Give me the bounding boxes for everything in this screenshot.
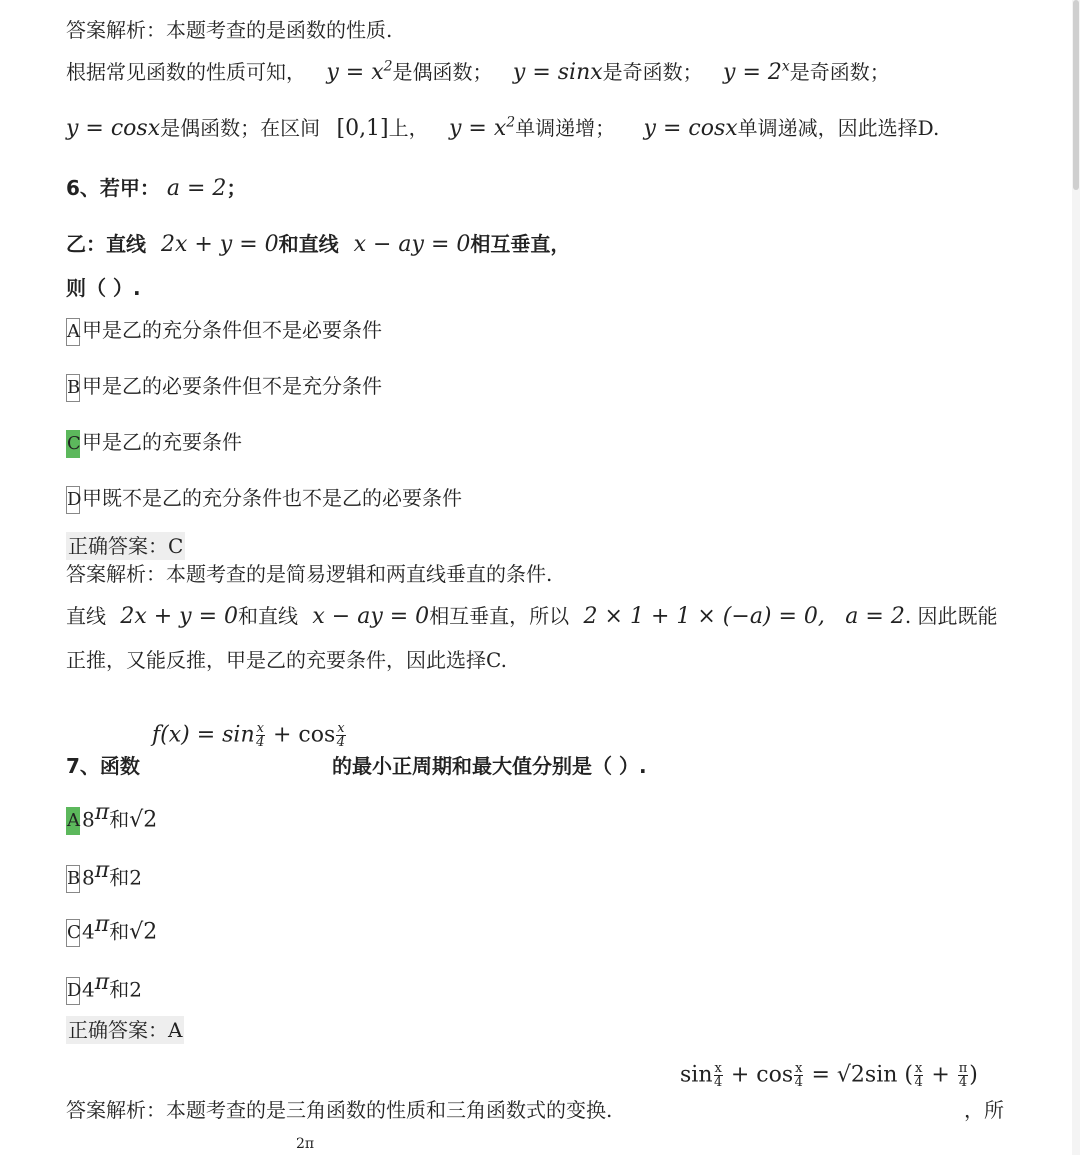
q7-identity: sin $\frac{x}{4}$ + cos $\frac{x}{4}$ = √2sin ( $\frac{x}{4}$ + $\frac{\pi}{4}$ ) <box>680 1061 978 1090</box>
eq-x2: $y = x^2$ <box>326 58 393 85</box>
interval: [0,1] <box>336 116 389 141</box>
eq-cosx: y = cosx <box>66 116 161 141</box>
q7-analysis: 答案解析：本题考查的是三角函数的性质和三角函数式的变换. <box>66 1098 613 1122</box>
q7-tail: 的最小正周期和最大值分别是（ ）. <box>332 754 647 778</box>
q5-inc: 单调递增； <box>515 116 616 140</box>
q7-option-d[interactable]: $D4^\pi$和2 <box>66 970 142 1005</box>
q7-option-c[interactable]: $C4^\pi$和√2 <box>66 912 157 947</box>
q7-suo: ，所 <box>964 1098 1004 1122</box>
q5-dec: 单调递减，因此选择D. <box>737 116 940 140</box>
q6-option-b[interactable]: B甲是乙的必要条件但不是充分条件 <box>66 370 382 402</box>
q6-line1: 2x + y = 0 <box>160 232 279 257</box>
q6-line2: x − ay = 0 <box>353 232 471 257</box>
q5-on: 上， <box>388 116 429 140</box>
option-checkbox-selected[interactable]: C <box>66 430 80 458</box>
scrollbar-thumb[interactable] <box>1073 0 1079 190</box>
option-checkbox[interactable]: D <box>66 977 80 1005</box>
option-checkbox-selected[interactable]: A <box>66 807 80 835</box>
q5-even-1: 是偶函数； <box>392 60 493 84</box>
q6-cond: a = 2 <box>166 176 227 201</box>
eq-sinx: y = sinx <box>512 60 603 85</box>
q6-then: 则（ ）. <box>66 276 141 300</box>
q6-explanation: 直线 2x + y = 0和直线 x − ay = 0相互垂直，所以 2 × 1 + 1 × (−a) = 0, a = 2. 因此既能 <box>66 604 998 629</box>
q5-text: 根据常见函数的性质可知， <box>66 60 306 84</box>
q6-analysis: 答案解析：本题考查的是简易逻辑和两直线垂直的条件. <box>66 562 553 586</box>
q6-option-c[interactable]: C甲是乙的充要条件 <box>66 426 242 458</box>
q7-correct: 正确答案：A <box>68 1018 183 1042</box>
option-checkbox[interactable]: C <box>66 919 80 947</box>
q6-option-d[interactable]: D甲既不是乙的充分条件也不是乙的必要条件 <box>66 482 462 514</box>
q5-line-2 <box>66 112 939 141</box>
option-checkbox[interactable]: A <box>66 318 80 346</box>
q7-function: f(x) = sin $\frac{x}{4}$ + cos $\frac{x}{4}$ <box>152 721 346 750</box>
q6-explanation-2: 正推，又能反推，甲是乙的充要条件，因此选择C. <box>66 648 507 672</box>
scrollbar-track[interactable] <box>1072 0 1080 1155</box>
q5-line-1 <box>66 56 890 85</box>
q5-odd-2: 是奇函数； <box>789 60 890 84</box>
q6-option-a[interactable]: A 甲是乙的充分条件但不是必要条件 <box>66 314 382 346</box>
option-checkbox[interactable]: D <box>66 486 80 514</box>
eq-2x: $y = 2^x$ <box>723 58 790 85</box>
q5-even-2: 是偶函数；在区间 <box>160 116 321 140</box>
q6-yi: 乙：直线 2x + y = 0和直线 x − ay = 0相互垂直， <box>66 232 571 257</box>
q6-correct: 正确答案：C <box>68 534 184 558</box>
q6-title: 6、若甲： a = 2； <box>66 176 247 201</box>
q7-option-a[interactable]: A $8^\pi$和√2 <box>66 800 157 835</box>
q7-title: 7、函数 <box>66 754 140 778</box>
q5-analysis: 答案解析：本题考查的是函数的性质. <box>66 18 393 42</box>
option-checkbox[interactable]: B <box>66 374 80 402</box>
eq-x2-b: $y = x^2$ <box>449 114 516 141</box>
option-checkbox[interactable]: B <box>66 865 80 893</box>
q5-odd-1: 是奇函数； <box>602 60 703 84</box>
q7-option-b[interactable]: $B8^\pi$和2 <box>66 858 142 893</box>
q7-bottom-fragment: 2π <box>296 1136 315 1152</box>
eq-cosx-2: y = cosx <box>643 116 738 141</box>
